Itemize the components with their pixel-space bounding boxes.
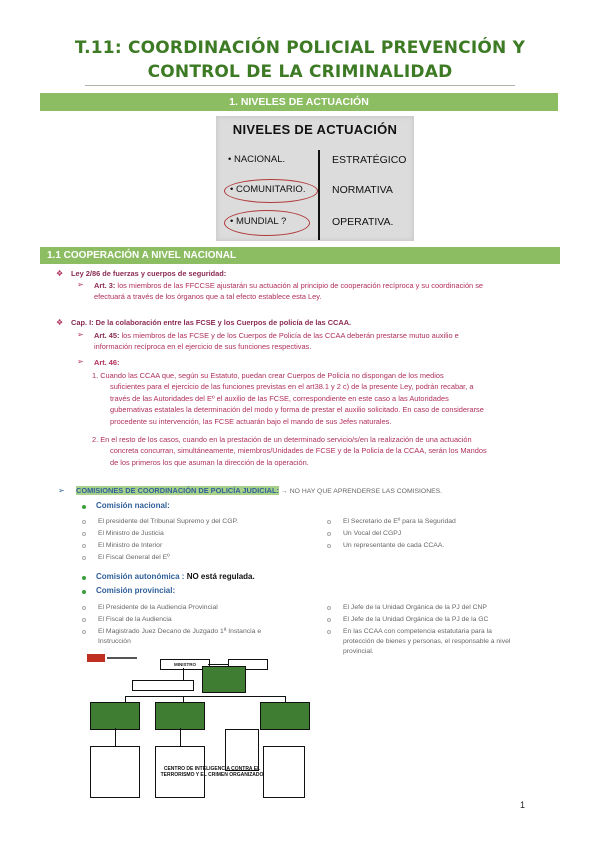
level-operativa: OPERATIVA. (332, 216, 394, 228)
provincial-member: El Magistrado Juez Decano de Juzgado 1ª Instancia e Instrucción (98, 628, 262, 645)
arrow-bullet-icon: ➢ (77, 357, 84, 366)
circle-bullet-icon (327, 630, 331, 634)
org-box (263, 746, 305, 798)
art46-point-1: 1. Cuando las CCAA que, según su Estatuto, puedan crear Cuerpos de Policía no dispongan de los medios suficientes para el ejercicio de las funciones previstas en el art38.1 y 2 c) de la presente Ley, podrán recabar, a través de las Autoridades del Eº el auxilio de las FCSE, correspondiente en este caso a las Autoridades gubernativas estatales la determinación del modo y forma de prestar el auxilio solicitado. En caso de considerarse procedente su intervención, las FCSE actuarán bajo el mando de sus Jefes naturales. (92, 371, 484, 426)
circle-bullet-icon (327, 520, 331, 524)
org-box-green (260, 702, 310, 730)
ley-heading: Ley 2/86 de fuerzas y cuerpos de seguridad: (71, 269, 227, 278)
level-comunitario: • COMUNITARIO. (230, 184, 306, 195)
nacional-member: Un Vocal del CGPJ (343, 530, 402, 537)
arrow-bullet-icon: ➢ (77, 330, 84, 339)
figure-divider (318, 150, 320, 240)
dot-bullet-icon (82, 576, 86, 580)
circle-bullet-icon (327, 532, 331, 536)
level-estrategico: ESTRATÉGICO (332, 154, 407, 166)
art3-paragraph: Art. 3: los miembros de las FFCCSE ajustarán su actuación al principio de cooperación recíproca y su coordinación se efectuará a través de los órganos que a tal efecto establece esta Ley. (94, 281, 484, 302)
cap1-heading: Cap. I: De la colaboración entre las FCSE y los Cuerpos de policía de las CCAA. (71, 318, 352, 327)
diamond-bullet-icon: ❖ (56, 269, 64, 278)
nacional-member: El Secretario de Eº para la Seguridad (343, 518, 456, 525)
nacional-member: El Ministro de Justicia (98, 530, 164, 537)
connector (125, 696, 285, 697)
dot-bullet-icon (82, 505, 86, 509)
diagram-center-label: CENTRO DE INTELIGENCIA CONTRA EL TERRORISMO Y EL CRIMEN ORGANIZADO (160, 766, 264, 779)
level-nacional: • NACIONAL. (228, 154, 286, 165)
section-heading-niveles: 1. NIVELES DE ACTUACIÓN (40, 93, 558, 111)
circle-bullet-icon (82, 544, 86, 548)
page-number: 1 (520, 800, 526, 810)
section-heading-cooperacion: 1.1 COOPERACIÓN A NIVEL NACIONAL (40, 247, 560, 264)
org-box-green (155, 702, 205, 730)
comision-autonomica: Comisión autonómica : NO está regulada. (96, 572, 255, 581)
nacional-member: El Fiscal General del Eº (98, 554, 170, 561)
arrow-bullet-icon: ➢ (58, 486, 65, 495)
title-divider (85, 85, 515, 86)
level-normativa: NORMATIVA (332, 184, 393, 196)
circle-bullet-icon (327, 618, 331, 622)
org-box-green (202, 666, 246, 693)
diamond-bullet-icon: ❖ (56, 318, 64, 327)
circle-bullet-icon (82, 556, 86, 560)
header-line (107, 657, 137, 659)
circle-bullet-icon (327, 544, 331, 548)
circle-bullet-icon (82, 532, 86, 536)
dot-bullet-icon (82, 590, 86, 594)
arrow-bullet-icon: ➢ (77, 280, 84, 289)
provincial-member: El Jefe de la Unidad Orgánica de la PJ de la GC (343, 616, 489, 623)
comision-provincial-label: Comisión provincial: (96, 586, 176, 595)
circle-bullet-icon (327, 606, 331, 610)
provincial-member: El Presidente de la Audiencia Provincial (98, 604, 218, 611)
minister-box: MINISTRO (160, 659, 210, 670)
emblem-icon (87, 654, 105, 662)
provincial-member: El Jefe de la Unidad Orgánica de la PJ del CNP (343, 604, 487, 611)
provincial-member: El Fiscal de la Audiencia (98, 616, 172, 623)
comisiones-heading: COMISIONES DE COORDINACIÓN DE POLICÍA JUDICIAL: → NO HAY QUE APRENDERSE LAS COMISIONES. (76, 486, 443, 495)
niveles-figure (216, 116, 414, 241)
connector (115, 728, 116, 746)
art45-paragraph: Art. 45: los miembros de las FCSE y de los Cuerpos de Policía de las CCAA deberán prestarse mutuo auxilio e información recíproca en el ejercicio de sus funciones respectivas. (94, 331, 459, 352)
nacional-member: El Ministro de Interior (98, 542, 163, 549)
level-mundial: • MUNDIAL ? (230, 216, 287, 227)
figure-title: NIVELES DE ACTUACIÓN (232, 122, 398, 137)
org-box (90, 746, 140, 798)
org-box (225, 729, 259, 771)
connector (208, 664, 228, 665)
connector (180, 728, 181, 746)
comision-nacional-label: Comisión nacional: (96, 501, 170, 510)
connector (183, 668, 184, 680)
provincial-member: En las CCAA con competencia estatutaria para la protección de bienes y personas, el responsable a nivel provincial. (343, 628, 511, 655)
art46-point-2: 2. En el resto de los casos, cuando en la prestación de un determinado servicio/s/en la realización de una actuación concreta concurran, simultáneamente, miembros/Unidades de FCSE y de la Policía de la CCAA, serán los Mandos de los primeros los que asuman la dirección de la operación. (92, 435, 487, 467)
page-title: T.11: COORDINACIÓN POLICIAL PREVENCIÓN Y CONTROL DE LA CRIMINALIDAD (74, 38, 526, 82)
nacional-member: El presidente del Tribunal Supremo y del CGP. (98, 518, 239, 525)
circle-bullet-icon (82, 630, 86, 634)
org-box-green (90, 702, 140, 730)
org-chart-diagram (85, 654, 315, 814)
org-box (132, 680, 194, 691)
circle-bullet-icon (82, 520, 86, 524)
circle-bullet-icon (82, 618, 86, 622)
circle-bullet-icon (82, 606, 86, 610)
nacional-member: Un representante de cada CCAA. (343, 542, 445, 549)
art46-label: Art. 46: (94, 358, 120, 367)
